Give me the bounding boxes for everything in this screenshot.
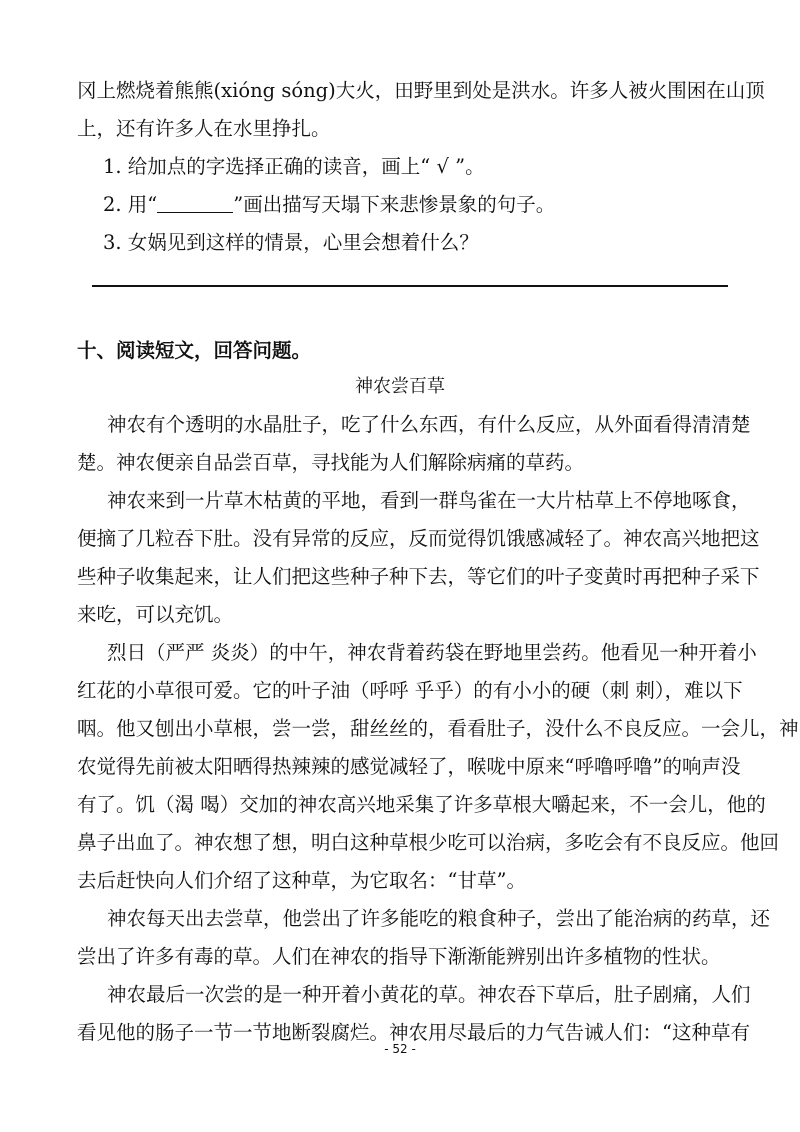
question-3: 3. 女娲见到这样的情景，心里会想着什么？ xyxy=(103,231,479,254)
story-line: 去后赶快向人们介绍了这种草，为它取名：“甘草”。 xyxy=(77,869,526,892)
story-line: 神农每天出去尝草，他尝出了许多能吃的粮食种子，尝出了能治病的药草，还 xyxy=(107,907,771,930)
question-2-after: ”画出描写天塌下来悲惨景象的句子。 xyxy=(233,193,556,216)
question-1: 1. 给加点的字选择正确的读音，画上“ √ ”。 xyxy=(103,155,485,178)
story-line: 烈日（严严 炎炎）的中午，神农背着药袋在野地里尝药。他看见一种开着小 xyxy=(107,641,757,664)
page-number: - 52 - xyxy=(384,1042,416,1056)
story-line: 楚。神农便亲自品尝百草，寻找能为人们解除病痛的草药。 xyxy=(77,451,585,474)
story-line: 咽。他又刨出小草根，尝一尝，甜丝丝的，看看肚子，没什么不良反应。一会儿，神 xyxy=(77,717,799,740)
story-line: 神农有个透明的水晶肚子，吃了什么东西，有什么反应，从外面看得清清楚 xyxy=(107,413,751,436)
section-heading: 十、阅读短文，回答问题。 xyxy=(77,339,312,362)
answer-blank[interactable] xyxy=(157,194,233,213)
story-line: 来吃，可以充饥。 xyxy=(77,603,234,626)
question-2 xyxy=(103,190,737,220)
story-line: 看见他的肠子一节一节地断裂腐烂。神农用尽最后的力气告诫人们：“这种草有 xyxy=(77,1021,750,1044)
story-line: 尝出了许多有毒的草。人们在神农的指导下渐渐能辨别出许多植物的性状。 xyxy=(77,945,721,968)
story-line: 便摘了几粒吞下肚。没有异常的反应，反而觉得饥饿感减轻了。神农高兴地把这 xyxy=(77,527,760,550)
story-line: 有了。饥（渴 喝）交加的神农高兴地采集了许多草根大嚼起来，不一会儿，他的 xyxy=(77,793,766,816)
paragraph-line: 上，还有许多人在水里挣扎。 xyxy=(77,117,331,140)
story-line: 神农来到一片草木枯黄的平地，看到一群鸟雀在一大片枯草上不停地啄食， xyxy=(107,489,751,512)
answer-line[interactable] xyxy=(92,285,728,287)
story-title: 神农尝百草 xyxy=(355,376,445,397)
story-line: 鼻子出血了。神农想了想，明白这种草根少吃可以治病，多吃会有不良反应。他回 xyxy=(77,831,780,854)
story-line: 些种子收集起来，让人们把这些种子种下去，等它们的叶子变黄时再把种子采下 xyxy=(77,565,760,588)
paragraph-line: 冈上燃烧着熊熊(xióng sóng)大火，田野里到处是洪水。许多人被火围困在山顶 xyxy=(77,79,765,102)
story-line: 神农最后一次尝的是一种开着小黄花的草。神农吞下草后，肚子剧痛，人们 xyxy=(107,983,751,1006)
question-2-before: 2. 用“ xyxy=(103,193,158,216)
story-line: 农觉得先前被太阳晒得热辣辣的感觉减轻了，喉咙中原来“呼噜呼噜”的响声没 xyxy=(77,755,741,778)
story-line: 红花的小草很可爱。它的叶子油（呼呼 乎乎）的有小小的硬（刺 刺），难以下 xyxy=(77,679,743,702)
